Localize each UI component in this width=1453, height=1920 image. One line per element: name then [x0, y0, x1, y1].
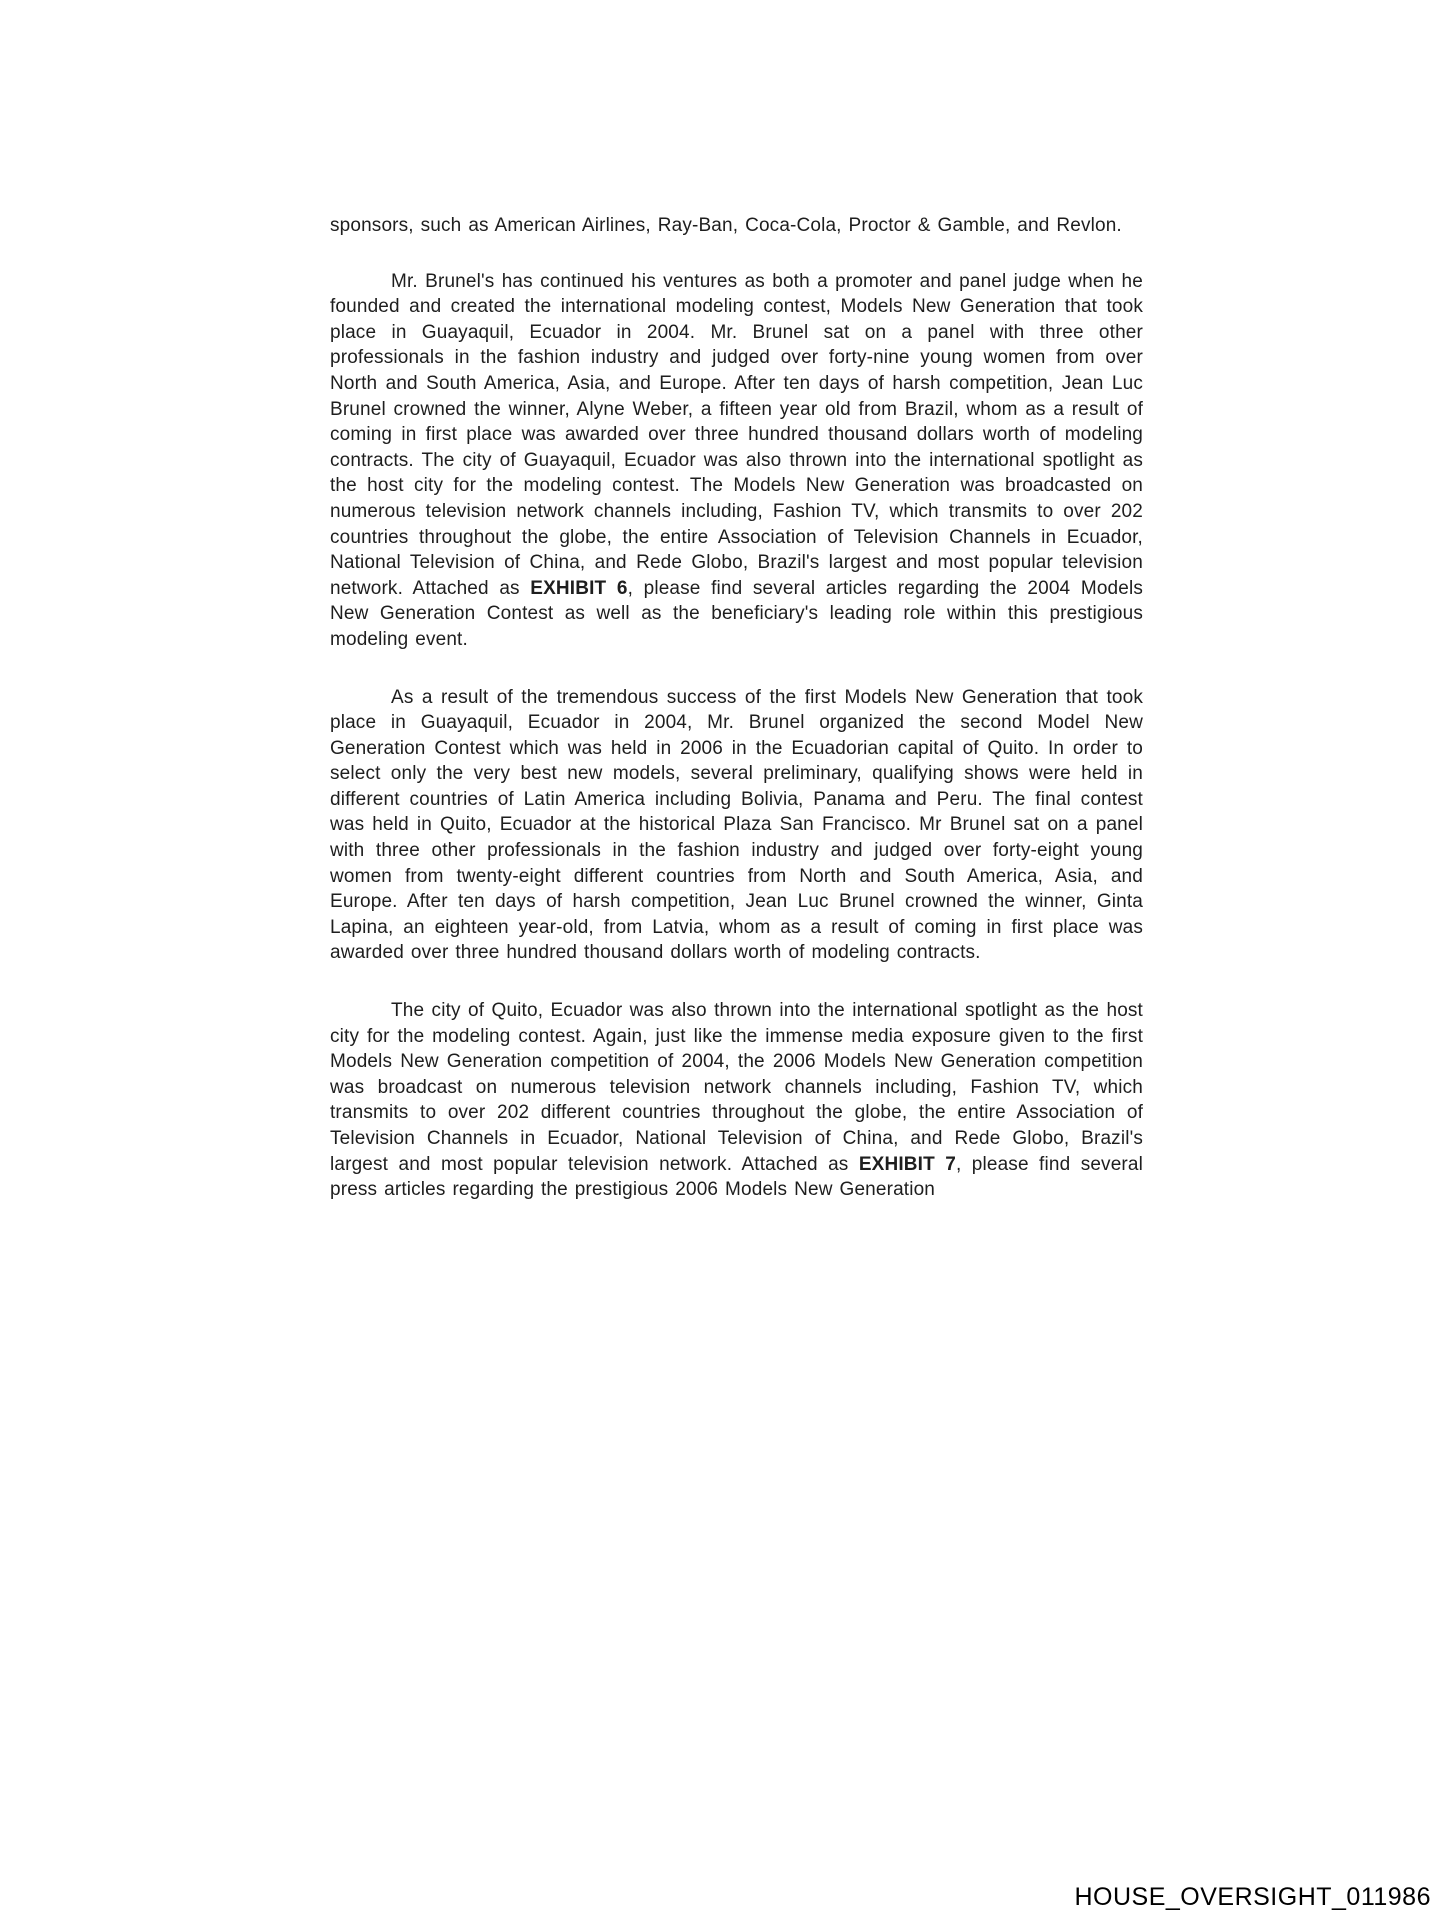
exhibit-6-reference: EXHIBIT 6	[530, 577, 628, 599]
paragraph-quito-media-exposure	[330, 998, 1143, 1203]
paragraph-models-new-generation-2004	[330, 269, 1143, 653]
bates-number: HOUSE_OVERSIGHT_011986	[1074, 1883, 1431, 1911]
paragraph-sponsors-continuation: sponsors, such as American Airlines, Ray-Ban, Coca-Cola, Proctor & Gamble, and Revlon.	[330, 215, 1122, 236]
paragraph-models-new-generation-2006: As a result of the tremendous success of the first Models New Generation that took place in Guayaquil, Ecuador in 2004, Mr. Brunel organized the second Model New Generation Contest which was held in 2006 in the Ecuadorian capital of Quito. In order to select only the very best new models, several preliminary, qualifying shows were held in different countries of Latin America including Bolivia, Panama and Peru. The final contest was held in Quito, Ecuador at the historical Plaza San Francisco. Mr Brunel sat on a panel with three other professionals in the fashion industry and judged over forty-eight young women from twenty-eight different countries from North and South America, Asia, and Europe. After ten days of harsh competition, Jean Luc Brunel crowned the winner, Ginta Lapina, an eighteen year-old, from Latvia, whom as a result of coming in first place was awarded over three hundred thousand dollars worth of modeling contracts.	[330, 686, 1143, 964]
paragraph-2004-text-before: Mr. Brunel's has continued his ventures as both a promoter and panel judge when he founded and created the international modeling contest, Models New Generation that took place in Guayaquil, Ecuador in 2004. Mr. Brunel sat on a panel with three other professionals in the fashion industry and judged over forty-nine young women from over North and South America, Asia, and Europe. After ten days of harsh competition, Jean Luc Brunel crowned the winner, Alyne Weber, a fifteen year old from Brazil, whom as a result of coming in first place was awarded over three hundred thousand dollars worth of modeling contracts. The city of Guayaquil, Ecuador was also thrown into the international spotlight as the host city for the modeling contest. The Models New Generation was broadcasted on numerous television network channels including, Fashion TV, which transmits to over 202 countries throughout the globe, the entire Association of Television Channels in Ecuador, National Television of China, and Rede Globo, Brazil's largest and most popular television network. Attached as	[330, 270, 1143, 599]
exhibit-7-reference: EXHIBIT 7	[858, 1153, 956, 1175]
document-body	[330, 213, 1143, 1203]
paragraph-2004-text-after: , please find several articles regarding the 2004 Models New Generation Contest as well as the beneficiary's leading role within this prestigious modeling event.	[330, 577, 1144, 650]
paragraph-quito-text-after: , please find several press articles regarding the prestigious 2006 Models New Generation	[330, 1153, 1143, 1201]
paragraph-quito-text-before: The city of Quito, Ecuador was also thrown into the international spotlight as the host city for the modeling contest. Again, just like the immense media exposure given to the first Models New Generation competition of 2004, the 2006 Models New Generation competition was broadcast on numerous television network channels including, Fashion TV, which transmits to over 202 different countries throughout the globe, the entire Association of Television Channels in Ecuador, National Television of China, and Rede Globo, Brazil's largest and most popular television network. Attached as	[330, 1000, 1143, 1175]
